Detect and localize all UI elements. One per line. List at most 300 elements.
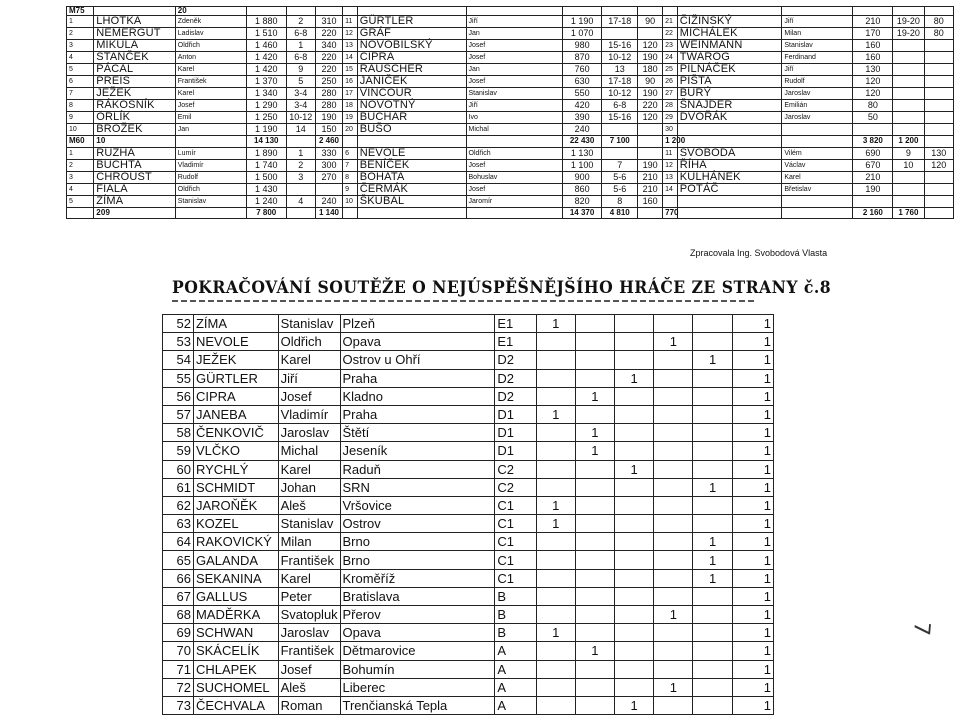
table-cell: Stanislav — [175, 195, 246, 207]
title-underline — [172, 300, 754, 302]
table-cell: 280 — [315, 100, 342, 112]
table-cell: 550 — [562, 88, 602, 100]
table-cell: 1 — [575, 424, 614, 442]
table-cell — [575, 551, 614, 569]
table-cell: NOVOTNÝ — [357, 100, 466, 112]
table-cell: 19-20 — [893, 16, 924, 28]
table-row — [67, 52, 954, 64]
table-cell — [654, 315, 693, 333]
table-cell: 3 — [286, 171, 315, 183]
table-cell: 1 — [536, 624, 575, 642]
table-cell: 1 — [693, 351, 732, 369]
table-cell: 8 — [602, 195, 638, 207]
table-cell: Jaroslav — [782, 88, 853, 100]
table-cell: 1 340 — [246, 88, 286, 100]
table-cell: 1 — [732, 551, 773, 569]
table-cell: KULHÁNEK — [677, 171, 782, 183]
table-cell — [693, 333, 732, 351]
table-cell: Liberec — [340, 678, 495, 696]
table-cell: Jaroslav — [278, 624, 340, 642]
table-cell — [575, 496, 614, 514]
table-cell: SCHMIDT — [193, 478, 278, 496]
table-cell: 1 200 — [663, 136, 678, 148]
table-cell: 22 430 — [562, 136, 602, 148]
table-cell: 12 — [343, 28, 358, 40]
table-cell: Jiří — [466, 16, 562, 28]
table-cell: Josef — [466, 40, 562, 52]
table-cell — [343, 207, 358, 219]
table-cell: Praha — [340, 405, 495, 423]
table-cell: 17 — [343, 88, 358, 100]
table-cell — [536, 660, 575, 678]
table-cell: Peter — [278, 587, 340, 605]
table-cell: 7 — [67, 88, 94, 100]
table-cell: Brno — [340, 533, 495, 551]
table-cell: LHOTKA — [94, 16, 176, 28]
table-cell: 190 — [638, 159, 663, 171]
table-cell: ŠNAJDER — [677, 100, 782, 112]
table-cell: 1 — [732, 515, 773, 533]
table-cell: Stanislav — [466, 88, 562, 100]
table-cell: 67 — [163, 587, 194, 605]
table-cell: Michal — [466, 124, 562, 136]
table-cell: 29 — [663, 112, 678, 124]
table-cell: 1 140 — [315, 207, 342, 219]
table-row — [163, 442, 774, 460]
table-cell — [615, 533, 654, 551]
table-cell: 1 — [732, 569, 773, 587]
table-cell: WEINMANN — [677, 40, 782, 52]
table-cell: Raduň — [340, 460, 495, 478]
table-row — [67, 171, 954, 183]
table-cell: Jiří — [278, 369, 340, 387]
table-cell: 1 — [654, 606, 693, 624]
table-cell: GÜRTLER — [193, 369, 278, 387]
table-cell: Lumír — [175, 147, 246, 159]
table-cell: 690 — [853, 147, 893, 159]
table-cell: CHLAPEK — [193, 660, 278, 678]
table-cell: SCHWAN — [193, 624, 278, 642]
table-cell — [638, 147, 663, 159]
table-cell: Bohumín — [340, 660, 495, 678]
table-cell — [536, 642, 575, 660]
table-cell: PIŠTA — [677, 76, 782, 88]
table-cell: 6-8 — [602, 100, 638, 112]
table-cell: Václav — [782, 159, 853, 171]
table-cell: 1 420 — [246, 64, 286, 76]
table-cell — [638, 124, 663, 136]
table-cell — [615, 642, 654, 660]
table-cell: 73 — [163, 696, 194, 714]
table-cell: 2 — [67, 159, 94, 171]
table-row — [163, 533, 774, 551]
table-cell: ČECHVALA — [193, 696, 278, 714]
table-cell: 1 510 — [246, 28, 286, 40]
table-cell — [654, 660, 693, 678]
table-cell: D2 — [495, 351, 536, 369]
table-cell — [654, 424, 693, 442]
table-row — [163, 405, 774, 423]
table-cell: BROŽEK — [94, 124, 176, 136]
table-cell: 4 — [67, 183, 94, 195]
table-cell: 630 — [562, 76, 602, 88]
table-cell: 250 — [315, 76, 342, 88]
table-cell: C1 — [495, 496, 536, 514]
table-cell: 1 — [732, 405, 773, 423]
table-cell: Josef — [466, 52, 562, 64]
table-cell: 1 290 — [246, 100, 286, 112]
table-cell: 120 — [853, 88, 893, 100]
table-cell: 1 070 — [562, 28, 602, 40]
table-cell — [638, 207, 663, 219]
table-cell: 10-12 — [286, 112, 315, 124]
table-cell — [175, 207, 246, 219]
table-cell: 270 — [315, 171, 342, 183]
table-cell — [615, 624, 654, 642]
table-cell: 7 100 — [602, 136, 638, 148]
table-cell: 1 — [732, 387, 773, 405]
table-cell: Ivo — [466, 112, 562, 124]
table-cell: 3-4 — [286, 88, 315, 100]
table-row — [163, 351, 774, 369]
table-cell: Břetislav — [782, 183, 853, 195]
table-cell: 1 — [67, 16, 94, 28]
table-row — [163, 660, 774, 678]
table-cell: Rudolf — [175, 171, 246, 183]
table-cell: RÁKOSNÍK — [94, 100, 176, 112]
table-row — [163, 696, 774, 714]
table-cell — [654, 405, 693, 423]
table-cell: 57 — [163, 405, 194, 423]
table-cell: 25 — [663, 64, 678, 76]
table-cell: 11 — [663, 147, 678, 159]
table-cell: 760 — [562, 64, 602, 76]
table-cell: Kladno — [340, 387, 495, 405]
table-cell: 7 — [602, 159, 638, 171]
table-cell — [654, 351, 693, 369]
table-cell: D2 — [495, 369, 536, 387]
table-cell: 55 — [163, 369, 194, 387]
table-cell: Karel — [175, 64, 246, 76]
table-cell: Oldřich — [278, 333, 340, 351]
table-cell: 870 — [562, 52, 602, 64]
table-cell: 10 — [343, 195, 358, 207]
table-cell: 14 — [663, 183, 678, 195]
table-cell: D1 — [495, 424, 536, 442]
table-cell — [286, 136, 315, 148]
table-cell — [693, 315, 732, 333]
table-cell: 1 — [732, 424, 773, 442]
table-cell: 59 — [163, 442, 194, 460]
table-cell: 17-18 — [602, 76, 638, 88]
table-row — [163, 387, 774, 405]
table-cell: Jaroslav — [278, 424, 340, 442]
table-row — [163, 569, 774, 587]
table-cell: 190 — [315, 112, 342, 124]
table-cell — [536, 533, 575, 551]
table-cell: RAKOVICKÝ — [193, 533, 278, 551]
table-cell: 1 — [732, 460, 773, 478]
table-cell — [615, 387, 654, 405]
table-cell: 14 370 — [562, 207, 602, 219]
table-cell: A — [495, 660, 536, 678]
table-cell — [924, 136, 953, 148]
table-cell: Štětí — [340, 424, 495, 442]
table-cell — [924, 7, 953, 16]
table-cell: 6 — [67, 76, 94, 88]
table-cell: 7 800 — [246, 207, 286, 219]
table-cell — [615, 569, 654, 587]
table-row — [67, 159, 954, 171]
table-cell — [654, 642, 693, 660]
table-cell — [615, 405, 654, 423]
table-cell: NEVOLE — [357, 147, 466, 159]
table-cell: 420 — [562, 100, 602, 112]
table-cell: Dětmarovice — [340, 642, 495, 660]
table-cell — [246, 7, 286, 16]
table-row — [163, 551, 774, 569]
table-cell: 90 — [638, 76, 663, 88]
table-cell: Bohuslav — [466, 171, 562, 183]
table-cell — [615, 424, 654, 442]
table-cell — [782, 124, 853, 136]
table-cell: ZÍMA — [94, 195, 176, 207]
table-cell: 1 — [732, 678, 773, 696]
table-cell: 1 740 — [246, 159, 286, 171]
table-cell: 3 — [67, 40, 94, 52]
table-cell — [602, 147, 638, 159]
table-cell: 13 — [602, 64, 638, 76]
table-cell: Zdeněk — [175, 16, 246, 28]
table-cell — [693, 642, 732, 660]
table-cell: 1 890 — [246, 147, 286, 159]
table-cell: 670 — [853, 159, 893, 171]
table-cell: 65 — [163, 551, 194, 569]
table-cell — [575, 696, 614, 714]
table-cell: 1 — [693, 533, 732, 551]
table-cell: 6-8 — [286, 52, 315, 64]
table-cell: Josef — [466, 183, 562, 195]
table-cell: Aleš — [278, 678, 340, 696]
table-cell: 240 — [562, 124, 602, 136]
table-cell: PREIS — [94, 76, 176, 88]
table-cell: Jiří — [782, 64, 853, 76]
table-cell — [343, 136, 358, 148]
table-cell — [893, 195, 924, 207]
table-cell: BOHATA — [357, 171, 466, 183]
table-cell: 2 — [286, 159, 315, 171]
table-cell: SKÁCELÍK — [193, 642, 278, 660]
table-cell — [575, 606, 614, 624]
table-cell: Jiří — [466, 100, 562, 112]
table-cell: Ostrov — [340, 515, 495, 533]
table-cell: Jaromír — [466, 195, 562, 207]
table-cell: Ferdinand — [782, 52, 853, 64]
table-row — [163, 606, 774, 624]
table-cell: 7 — [343, 159, 358, 171]
table-cell: Stanislav — [782, 40, 853, 52]
table-cell: 1 190 — [246, 124, 286, 136]
table-cell — [693, 678, 732, 696]
table-row — [163, 515, 774, 533]
table-cell: Opava — [340, 333, 495, 351]
table-cell — [615, 315, 654, 333]
table-cell: 1 — [732, 642, 773, 660]
table-cell: D1 — [495, 442, 536, 460]
table-cell: 1 — [575, 387, 614, 405]
table-cell — [893, 76, 924, 88]
table-row — [67, 124, 954, 136]
table-cell: 210 — [853, 16, 893, 28]
table-cell: B — [495, 606, 536, 624]
table-cell: 170 — [853, 28, 893, 40]
table-cell: 1 200 — [893, 136, 924, 148]
table-cell: 1 760 — [893, 207, 924, 219]
table-cell — [575, 405, 614, 423]
table-cell: ŘÍHA — [677, 159, 782, 171]
table-cell: 1 — [654, 333, 693, 351]
table-cell — [654, 478, 693, 496]
table-cell: 1 — [732, 660, 773, 678]
table-cell: Jan — [175, 124, 246, 136]
table-cell: 64 — [163, 533, 194, 551]
table-cell: 210 — [638, 183, 663, 195]
table-cell: 390 — [562, 112, 602, 124]
table-cell — [693, 606, 732, 624]
table-cell: 5 — [286, 76, 315, 88]
table-row — [67, 76, 954, 88]
table-cell — [562, 7, 602, 16]
table-cell: GÜRTLER — [357, 16, 466, 28]
table-cell: 160 — [638, 195, 663, 207]
table-cell: Ladislav — [175, 28, 246, 40]
table-cell: BENÍČEK — [357, 159, 466, 171]
table-row — [67, 195, 954, 207]
table-cell — [286, 7, 315, 16]
table-cell: 10-12 — [602, 52, 638, 64]
table-cell: 1 — [732, 696, 773, 714]
table-cell: 1 370 — [246, 76, 286, 88]
table-cell — [654, 387, 693, 405]
table-row — [67, 7, 954, 16]
table-cell: 2 — [67, 28, 94, 40]
table-cell: Přerov — [340, 606, 495, 624]
table-cell: Oldřich — [466, 147, 562, 159]
table-cell: František — [278, 551, 340, 569]
table-cell: 58 — [163, 424, 194, 442]
table-cell: Karel — [782, 171, 853, 183]
section-title: POKRAČOVÁNÍ SOUTĚŽE O NEJÚSPĚŠNĚJŠÍHO HRÁČE ZE STRANY č.8 — [172, 278, 832, 298]
table-cell: 1 — [536, 405, 575, 423]
table-cell: 120 — [924, 159, 953, 171]
table-cell: Vladimír — [175, 159, 246, 171]
table-cell: C1 — [495, 515, 536, 533]
table-cell — [924, 171, 953, 183]
table-cell — [315, 7, 342, 16]
table-cell: 26 — [663, 76, 678, 88]
table-cell: GALANDA — [193, 551, 278, 569]
table-cell — [693, 587, 732, 605]
table-cell: C2 — [495, 478, 536, 496]
table-cell — [853, 124, 893, 136]
table-cell: M75 — [67, 7, 94, 16]
table-cell: 19 — [343, 112, 358, 124]
table-cell: 27 — [663, 88, 678, 100]
table-cell: Milan — [782, 28, 853, 40]
table-cell: C1 — [495, 533, 536, 551]
table-cell: JANEBA — [193, 405, 278, 423]
table-cell: Bratislava — [340, 587, 495, 605]
table-cell — [677, 136, 782, 148]
table-row — [67, 40, 954, 52]
table-cell: NOVOBILSKÝ — [357, 40, 466, 52]
table-cell: KOZEL — [193, 515, 278, 533]
table-cell: 1 130 — [562, 147, 602, 159]
table-cell: JANIČEK — [357, 76, 466, 88]
table-cell: 1 — [732, 333, 773, 351]
table-cell: Trenčianská Tepla — [340, 696, 495, 714]
table-cell — [924, 112, 953, 124]
table-cell: Ostrov u Ohří — [340, 351, 495, 369]
table-cell — [536, 696, 575, 714]
table-cell: 10 — [94, 136, 176, 148]
table-cell: 1 — [575, 442, 614, 460]
table-cell — [893, 112, 924, 124]
table-cell: 6-8 — [286, 28, 315, 40]
table-cell: 1 — [732, 369, 773, 387]
table-cell: 190 — [853, 183, 893, 195]
table-cell — [663, 7, 678, 16]
table-cell: 160 — [853, 40, 893, 52]
table-cell: 10-12 — [602, 88, 638, 100]
table-cell: 280 — [315, 88, 342, 100]
table-cell: 340 — [315, 40, 342, 52]
table-cell: 210 — [853, 171, 893, 183]
table-cell: 150 — [315, 124, 342, 136]
table-cell: D2 — [495, 387, 536, 405]
table-cell — [602, 7, 638, 16]
table-cell — [575, 660, 614, 678]
table-cell — [466, 207, 562, 219]
table-cell: GALLUS — [193, 587, 278, 605]
table-cell: VLČKO — [193, 442, 278, 460]
table-cell: 300 — [315, 159, 342, 171]
table-cell — [343, 7, 358, 16]
table-cell: 17-18 — [602, 16, 638, 28]
table-cell: Vladimír — [278, 405, 340, 423]
table-cell — [924, 40, 953, 52]
table-cell: 1 100 — [562, 159, 602, 171]
table-row — [163, 333, 774, 351]
table-cell: Karel — [278, 460, 340, 478]
table-cell — [536, 351, 575, 369]
table-cell — [654, 569, 693, 587]
table-cell: 1 — [732, 533, 773, 551]
table-cell — [575, 515, 614, 533]
table-cell: SUCHOMEL — [193, 678, 278, 696]
table-cell: Josef — [466, 159, 562, 171]
table-cell: Jaroslav — [782, 112, 853, 124]
table-cell — [575, 533, 614, 551]
table-cell: 56 — [163, 387, 194, 405]
table-cell: 120 — [638, 112, 663, 124]
table-cell — [575, 460, 614, 478]
table-cell: 220 — [315, 28, 342, 40]
table-cell — [782, 136, 853, 148]
table-cell: 220 — [638, 100, 663, 112]
table-cell: Jiří — [782, 16, 853, 28]
table-cell — [638, 7, 663, 16]
